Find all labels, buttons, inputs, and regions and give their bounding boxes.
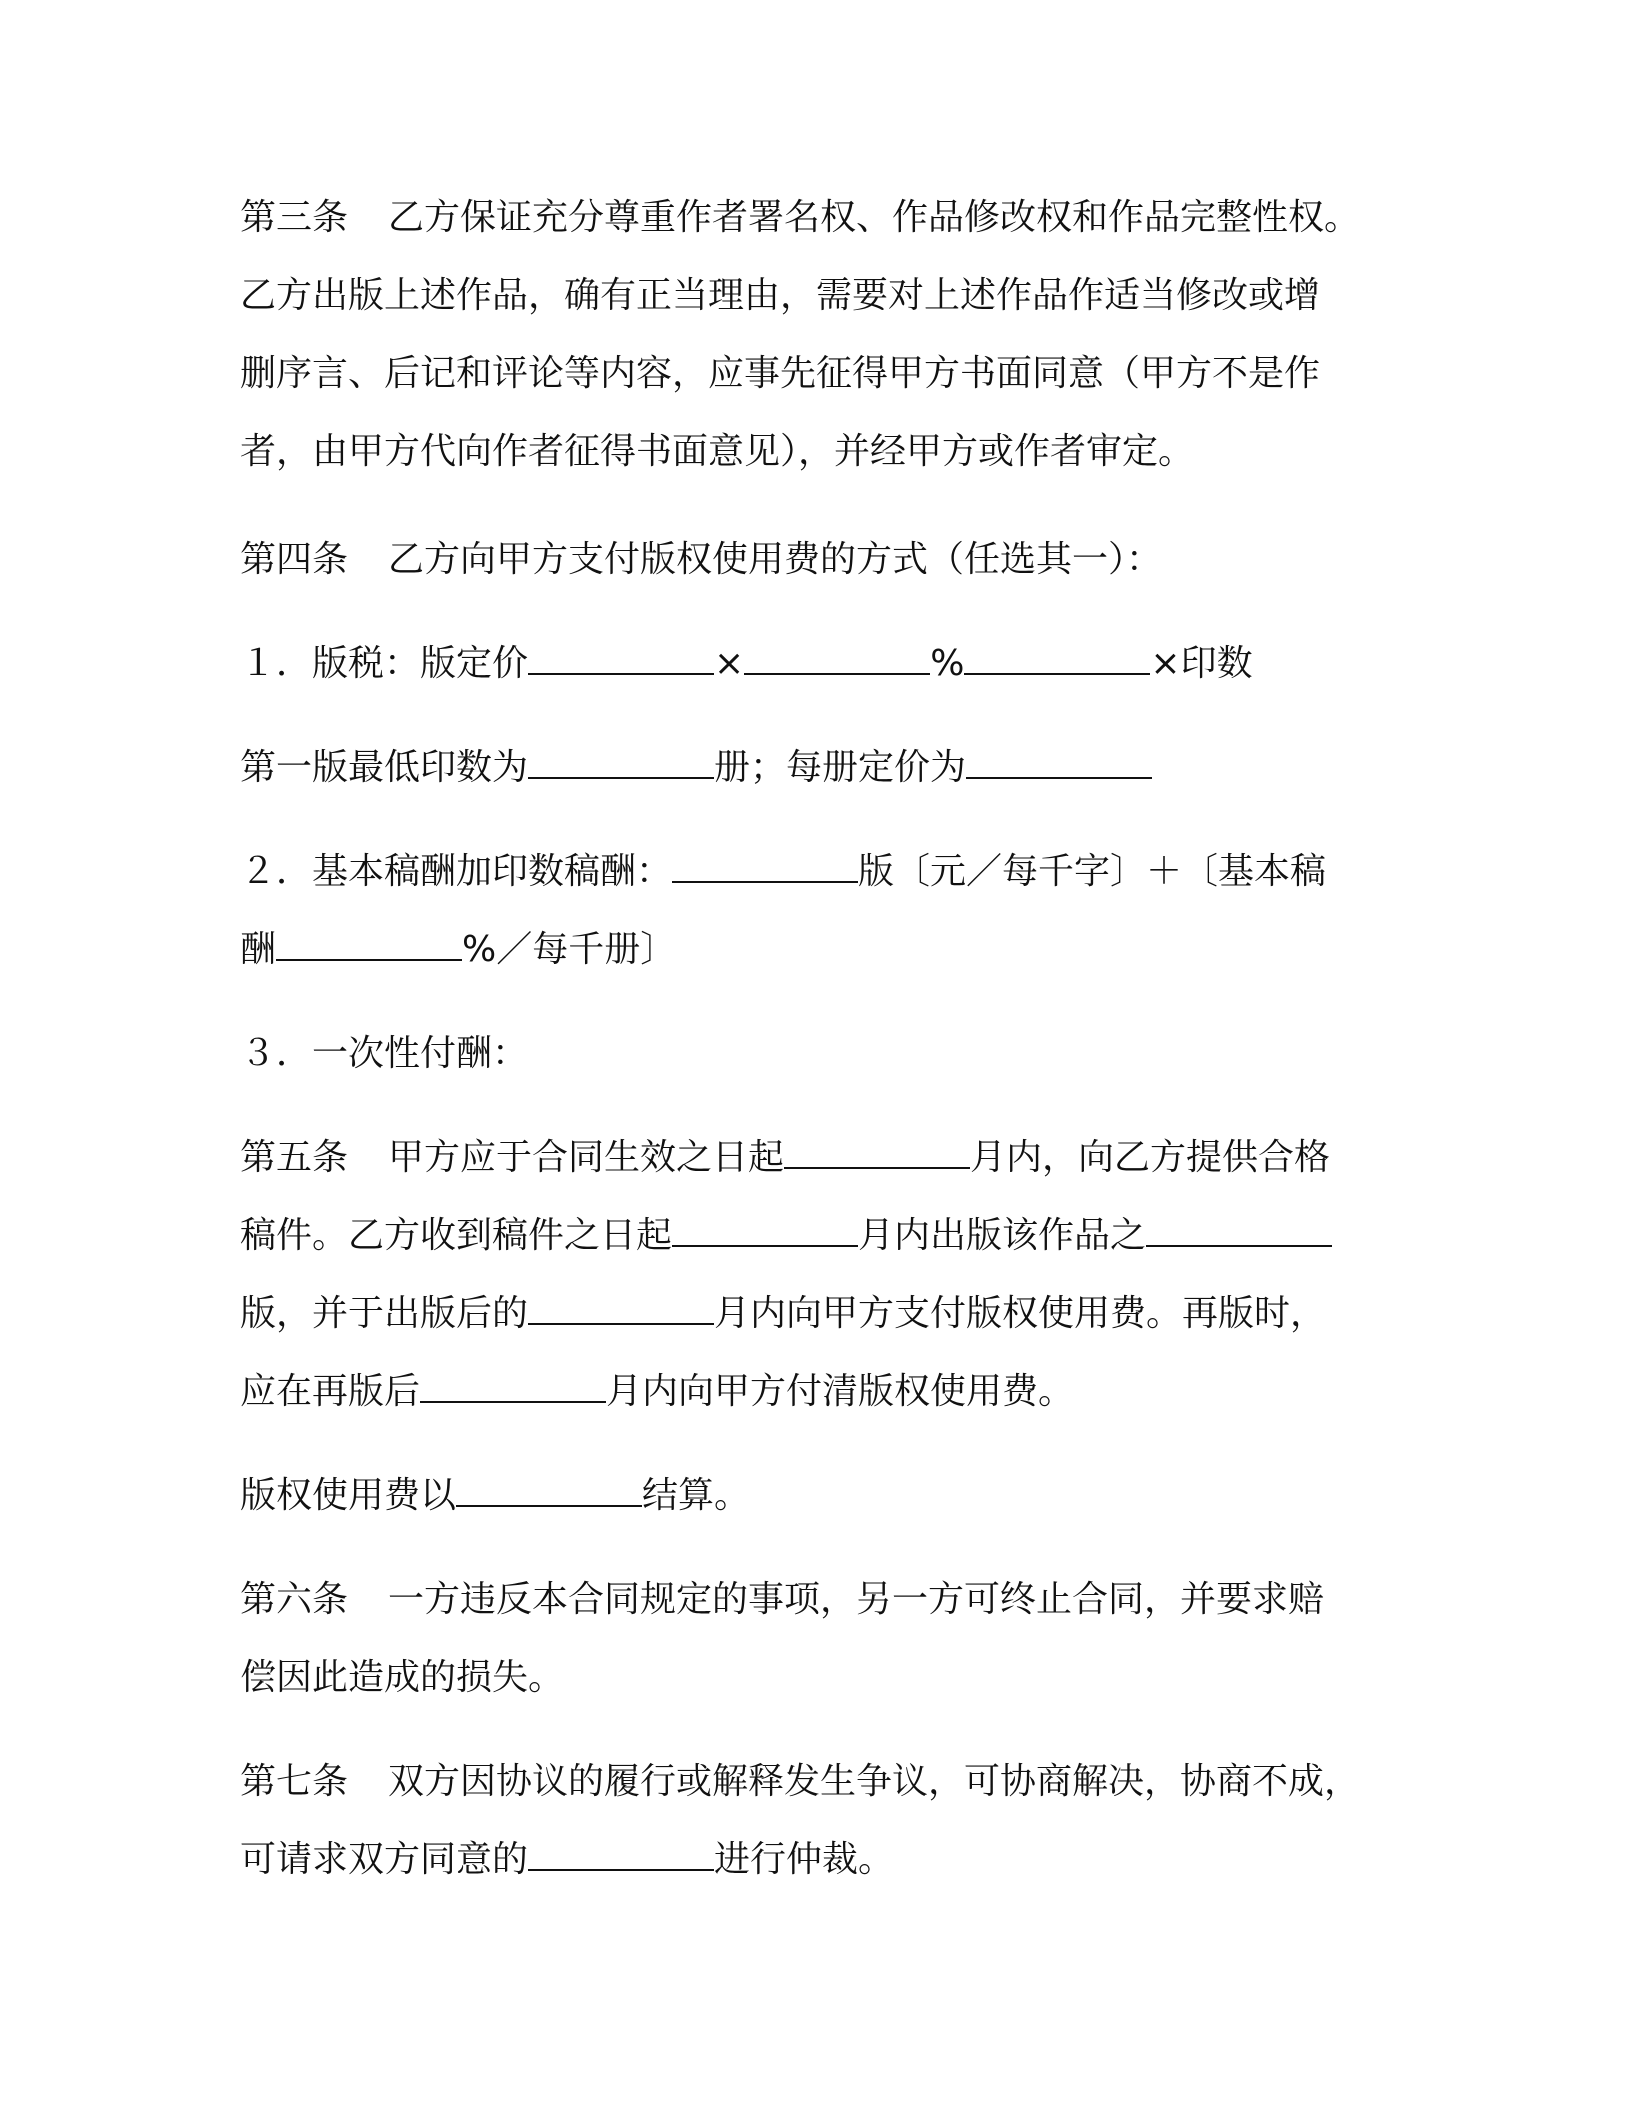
article5-l2-a: 稿件。乙方收到稿件之日起 <box>240 1215 673 1256</box>
option2-text-c: 酬 <box>240 929 277 970</box>
article5-l3-b: 月内向甲方支付版权使用费。再版时， <box>714 1293 1327 1334</box>
option1-text-a: １．版税：版定价 <box>240 643 529 684</box>
article5-settlement <box>240 1466 750 1526</box>
blank-min-print <box>528 747 714 779</box>
article5-l4-b: 月内向甲方付清版权使用费。 <box>606 1371 1075 1412</box>
option1-text-c: % <box>930 643 965 684</box>
article4-line1 <box>240 530 1162 590</box>
option3-text: ３．一次性付酬： <box>240 1033 529 1074</box>
article3-text-1: 乙方保证充分尊重作者署名权、作品修改权和作品完整性权。 <box>388 197 1361 238</box>
settle-text-a: 版权使用费以 <box>240 1475 457 1516</box>
article7-text-1: 双方因协议的履行或解释发生争议，可协商解决，协商不成， <box>388 1761 1361 1802</box>
article5-l4-a: 应在再版后 <box>240 1371 421 1412</box>
blank-delivery-months <box>784 1137 970 1169</box>
option2-text-d: %／每千册〕 <box>462 929 677 970</box>
blank-base-fee <box>672 851 858 883</box>
blank-rate <box>744 643 930 675</box>
blank-payment-months <box>528 1293 714 1325</box>
article3-line3 <box>240 344 1320 404</box>
option2-text-a: ２．基本稿酬加印数稿酬： <box>240 851 673 892</box>
blank-price <box>528 643 714 675</box>
article5-line3 <box>240 1284 1326 1344</box>
article6-label: 第六条 <box>240 1579 349 1620</box>
blank-edition <box>1146 1215 1332 1247</box>
article4-option1 <box>240 634 1253 694</box>
blank-rate-2 <box>964 643 1150 675</box>
blank-publish-months <box>672 1215 858 1247</box>
article7-text-2a: 可请求双方同意的 <box>240 1839 529 1880</box>
blank-print-fee <box>276 929 462 961</box>
article3-text-4: 者，由甲方代向作者征得书面意见），并经甲方或作者审定。 <box>240 431 1195 472</box>
article6-text-2: 偿因此造成的损失。 <box>240 1657 565 1698</box>
article6-text-1: 一方违反本合同规定的事项，另一方可终止合同，并要求赔 <box>388 1579 1325 1620</box>
article5-l2-b: 月内出版该作品之 <box>858 1215 1147 1256</box>
option1-text-d: ×印数 <box>1150 643 1253 684</box>
article7-text-2b: 进行仲裁。 <box>714 1839 895 1880</box>
article5-l1-a: 甲方应于合同生效之日起 <box>388 1137 785 1178</box>
article4-label: 第四条 <box>240 539 349 580</box>
article7-line2 <box>240 1830 894 1890</box>
article5-l1-b: 月内，向乙方提供合格 <box>970 1137 1331 1178</box>
article7-label: 第七条 <box>240 1761 349 1802</box>
blank-unit-price <box>966 747 1152 779</box>
article6-line1 <box>240 1570 1324 1630</box>
article4-text: 乙方向甲方支付版权使用费的方式（任选其一）： <box>388 539 1163 580</box>
article3-text-2: 乙方出版上述作品，确有正当理由，需要对上述作品作适当修改或增 <box>240 275 1321 316</box>
first-print-text-a: 第一版最低印数为 <box>240 747 529 788</box>
first-print-text-b: 册；每册定价为 <box>714 747 967 788</box>
option1-text-b: × <box>714 643 745 684</box>
settle-text-b: 结算。 <box>642 1475 751 1516</box>
article4-first-print <box>240 738 1152 798</box>
article5-line2 <box>240 1206 1332 1266</box>
blank-arbitration-body <box>528 1839 714 1871</box>
article3-line2 <box>240 266 1320 326</box>
article6-line2 <box>240 1648 564 1708</box>
article5-l3-a: 版，并于出版后的 <box>240 1293 529 1334</box>
article4-option3 <box>240 1024 528 1084</box>
article5-label: 第五条 <box>240 1137 349 1178</box>
article3-line1 <box>240 188 1360 248</box>
blank-reprint-months <box>420 1371 606 1403</box>
article4-option2 <box>240 842 1326 902</box>
article3-text-3: 删序言、后记和评论等内容，应事先征得甲方书面同意（甲方不是作 <box>240 353 1321 394</box>
article7-line1 <box>240 1752 1360 1812</box>
article5-line1 <box>240 1128 1330 1188</box>
article3-line4 <box>240 422 1194 482</box>
article4-option2-cont <box>240 920 676 980</box>
option2-text-b: 版〔元／每千字〕＋〔基本稿 <box>858 851 1327 892</box>
blank-currency <box>456 1475 642 1507</box>
article5-line4 <box>240 1362 1074 1422</box>
article3-label: 第三条 <box>240 197 349 238</box>
